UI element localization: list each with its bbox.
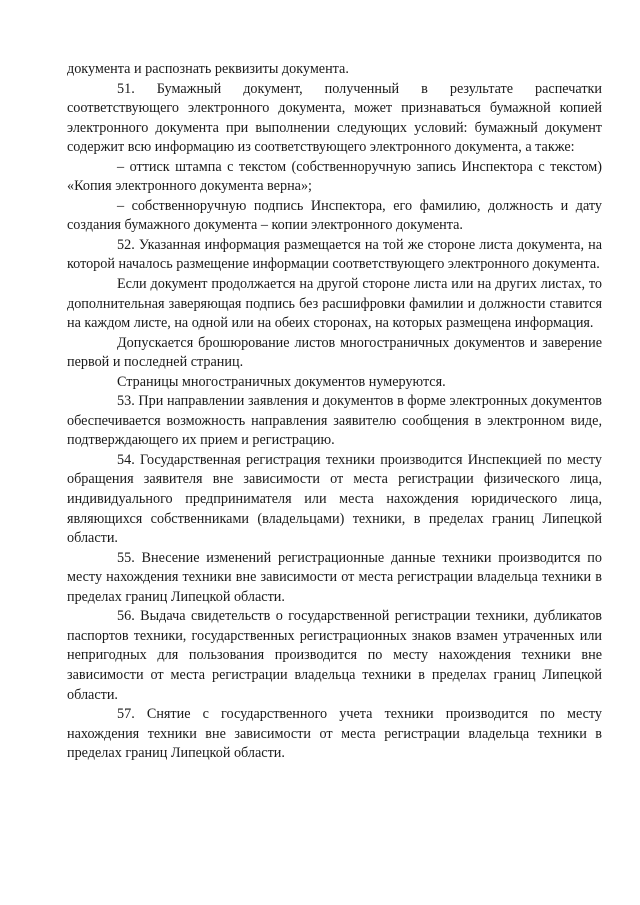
paragraph-52-continuation: Если документ продолжается на другой стороне листа или на других листах, то дополнительная заверяющая подпись без расшифровки фамилии и должности ставится на каждом листе, на одной или на обеих сторонах, на которых размещена информация. — [67, 276, 602, 332]
paragraph-52-binding: Допускается брошюрование листов многостраничных документов и заверение первой и последней страниц. — [67, 334, 602, 371]
document-body — [67, 60, 602, 764]
paragraph-52-numbering: Страницы многостраничных документов нумеруются. — [117, 373, 446, 390]
paragraph-51-signature: – собственноручную подпись Инспектора, его фамилию, должность и дату создания бумажного документа – копии электронного документа. — [67, 197, 602, 234]
paragraph-continuation: документа и распознать реквизиты документа. — [67, 61, 349, 77]
paragraph-53: 53. При направлении заявления и документов в форме электронных документов обеспечивается возможность направления заявителю сообщения в электронном виде, подтверждающего их прием и регистрацию. — [67, 393, 602, 449]
paragraph-56: 56. Выдача свидетельств о государственной регистрации техники, дубликатов паспортов техники, государственных регистрационных знаков взамен утраченных или непригодных для пользования производится по месту нахождения техники вне зависимости от места регистрации владельца техники в пределах границ Липецкой области. — [67, 608, 602, 703]
paragraph-51-stamp: – оттиск штампа с текстом (собственноручную запись Инспектора с текстом) «Копия электронного документа верна»; — [67, 158, 602, 195]
paragraph-52: 52. Указанная информация размещается на той же стороне листа документа, на которой началось размещение информации соответствующего электронного документа. — [67, 236, 602, 273]
paragraph-51: 51. Бумажный документ, полученный в результате распечатки соответствующего электронного документа, может признаваться бумажной копией электронного документа при выполнении следующих условий: бумажный документ содержит всю информацию из соответствующего электронного документа, а также: — [67, 80, 602, 156]
paragraph-55: 55. Внесение изменений регистрационные данные техники производится по месту нахождения техники вне зависимости от места регистрации владельца техники в пределах границ Липецкой области. — [67, 549, 602, 605]
paragraph-54: 54. Государственная регистрация техники производится Инспекцией по месту обращения заявителя вне зависимости от места регистрации физического лица, индивидуального предпринимателя или места нахождения юридического лица, являющихся собственниками (владельцами) техники, в пределах границ Липецкой области. — [67, 451, 602, 547]
paragraph-57: 57. Снятие с государственного учета техники производится по месту нахождения техники вне зависимости от места регистрации владельца техники в пределах границ Липецкой области. — [67, 706, 602, 762]
